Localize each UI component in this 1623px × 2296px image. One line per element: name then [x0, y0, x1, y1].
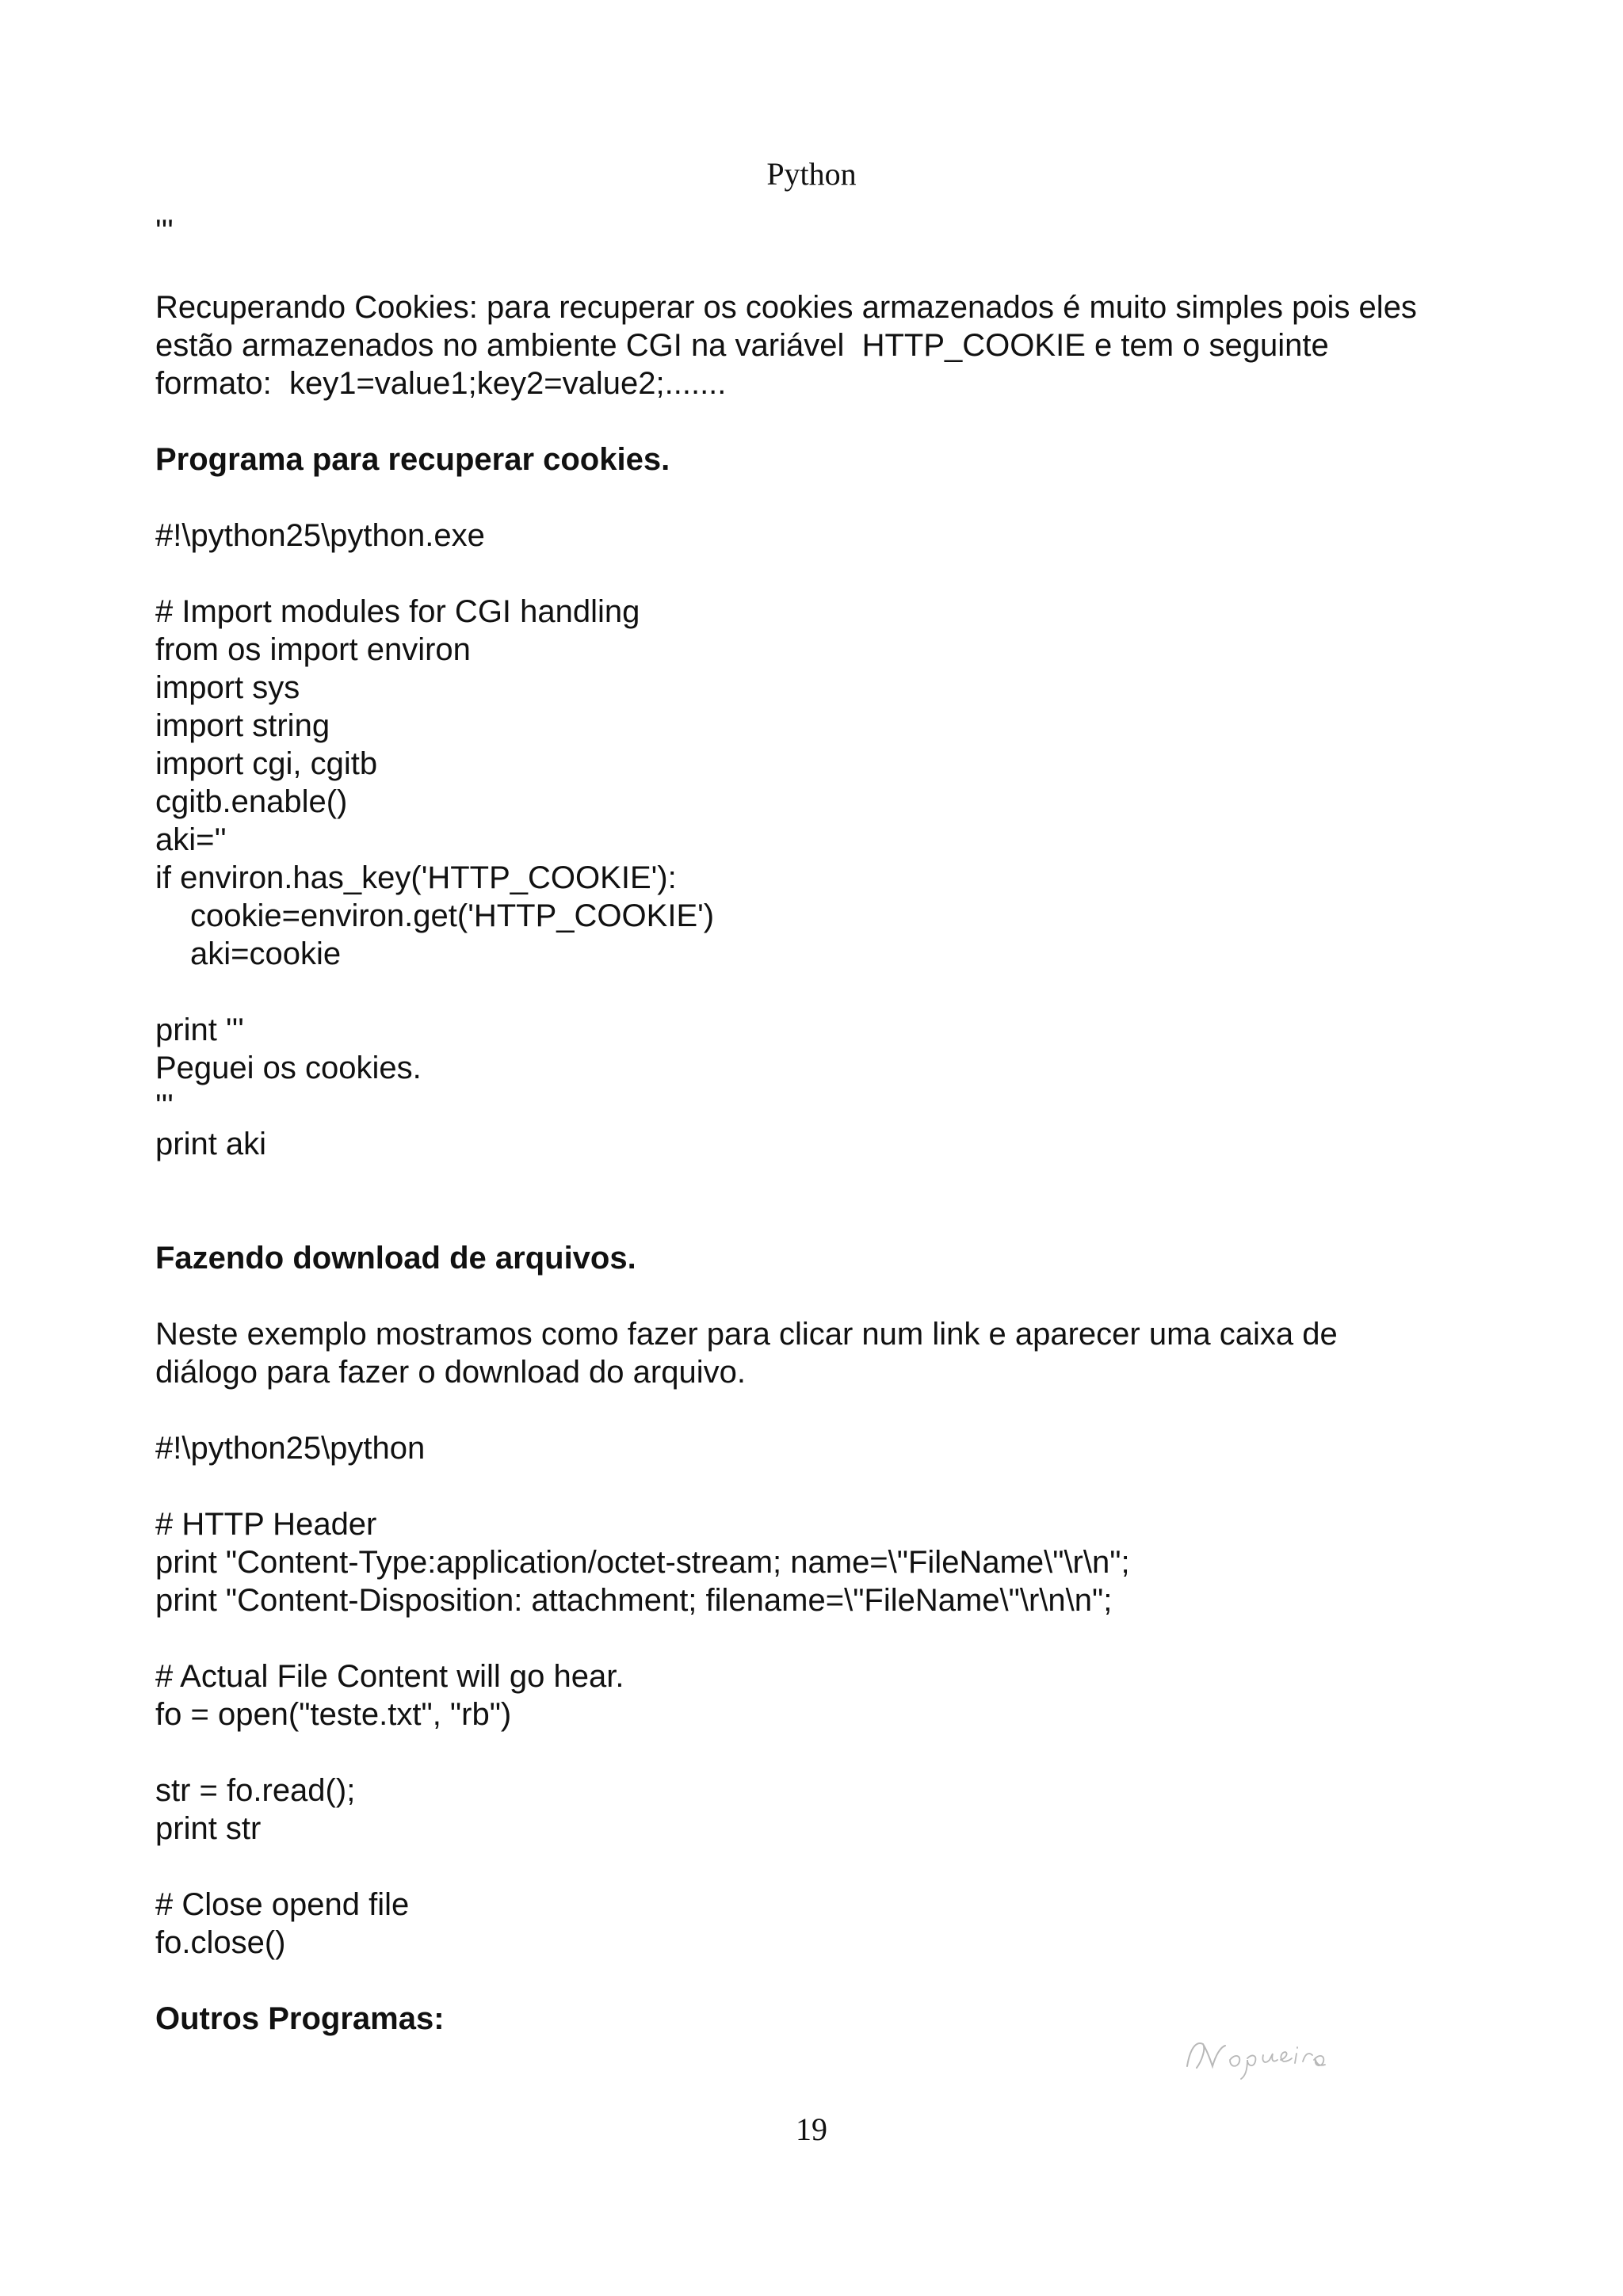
paragraph-line: Recuperando Cookies: para recuperar os cookies armazenados é muito simples pois eles [155, 290, 1417, 325]
code-line: print aki [155, 1127, 267, 1161]
code-line: from os import environ [155, 632, 471, 667]
code-line: import cgi, cgitb [155, 746, 378, 781]
page-header: Python [766, 156, 857, 192]
paragraph-line: Neste exemplo mostramos como fazer para clicar num link e aparecer uma caixa de [155, 1317, 1338, 1352]
section-heading-other: Outros Programas: [155, 2001, 445, 2036]
code-closing-quotes: ''' [155, 214, 174, 249]
code-line: # Actual File Content will go hear. [155, 1659, 624, 1694]
code-line: fo = open("teste.txt", "rb") [155, 1697, 512, 1732]
section-heading-download: Fazendo download de arquivos. [155, 1241, 636, 1276]
page-content [155, 212, 1487, 2038]
section-heading-cookies: Programa para recuperar cookies. [155, 442, 670, 477]
paragraph-line: diálogo para fazer o download do arquivo. [155, 1355, 746, 1390]
code-line-indented: aki=cookie [190, 936, 342, 971]
code-line: ''' [155, 1089, 174, 1123]
code-line: if environ.has_key('HTTP_COOKIE'): [155, 860, 677, 895]
code-line: import sys [155, 670, 300, 705]
paragraph-line: formato: key1=value1;key2=value2;....... [155, 366, 727, 401]
code-line: fo.close() [155, 1925, 286, 1960]
code-line: # HTTP Header [155, 1507, 377, 1542]
code-line: #!\python25\python.exe [155, 518, 485, 553]
code-line: print "Content-Type:application/octet-stream; name=\"FileName\"\r\n"; [155, 1545, 1130, 1580]
code-line: import string [155, 708, 330, 743]
code-line: cgitb.enable() [155, 784, 348, 819]
code-line: print "Content-Disposition: attachment; filename=\"FileName\"\r\n\n"; [155, 1583, 1113, 1618]
code-line: # Close opend file [155, 1887, 410, 1922]
code-line-indented: cookie=environ.get('HTTP_COOKIE') [190, 898, 715, 933]
code-line: print str [155, 1811, 262, 1846]
code-line: # Import modules for CGI handling [155, 594, 640, 629]
page-number: 19 [796, 2111, 827, 2147]
signature-watermark [1181, 2028, 1339, 2084]
code-line: Peguei os cookies. [155, 1051, 422, 1085]
code-line: aki='' [155, 822, 227, 857]
paragraph-line: estão armazenados no ambiente CGI na variável HTTP_COOKIE e tem o seguinte [155, 328, 1329, 363]
code-line: str = fo.read(); [155, 1773, 356, 1808]
code-line: print ''' [155, 1013, 244, 1047]
code-line: #!\python25\python [155, 1431, 426, 1466]
